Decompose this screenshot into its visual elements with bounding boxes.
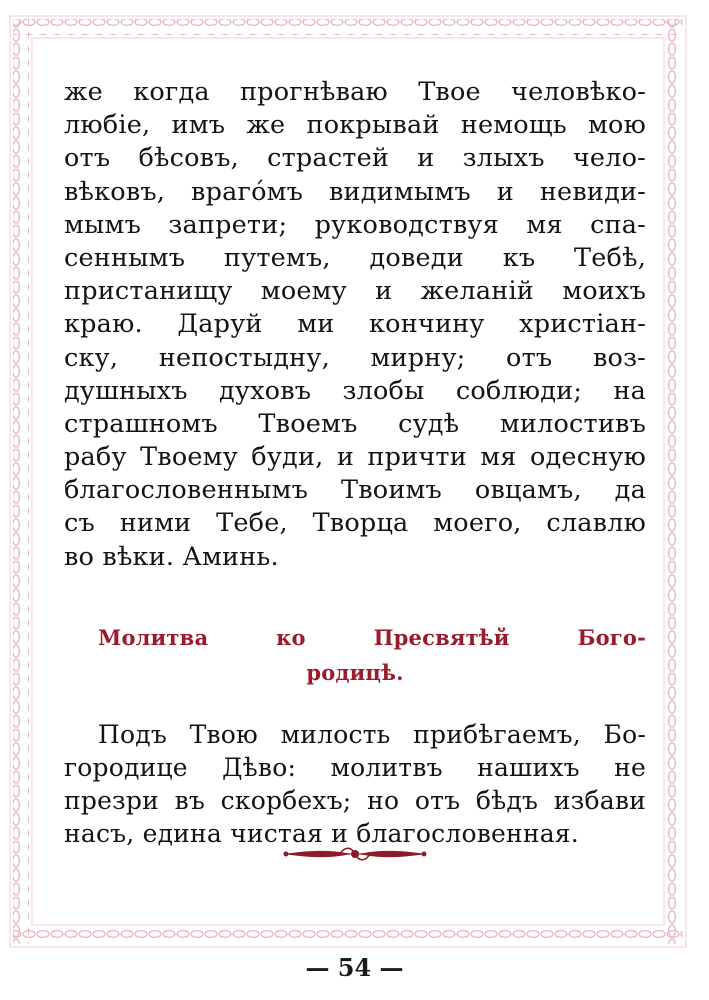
flourish-ornament-icon [280, 843, 430, 865]
text-line: сеннымъ путемъ, доведи къ Тебѣ, [64, 242, 646, 273]
page-number: — 54 — [305, 953, 404, 982]
text-line: городице Дѣво: молитвъ нашихъ не [64, 753, 646, 782]
text-line: во вѣки. Аминь. [64, 541, 279, 572]
heading-line: родицѣ. [306, 659, 404, 685]
text-line: ску, непостыдну, мирну; отъ воз- [64, 342, 646, 373]
prayer-to-theotokos [64, 718, 646, 851]
text-line: же когда прогнѣваю Твое человѣко- [64, 77, 646, 107]
text-line: любіе, имъ же покрывай немощь мою [64, 110, 646, 141]
text-line: краю. Даруй ми кончину христіан- [64, 309, 646, 340]
text-line: мымъ запрети; руководствуя мя спа- [64, 209, 646, 240]
text-line: Подъ Твою милость прибѣгаемъ, Бо- [98, 719, 646, 749]
text-line: презри въ скорбехъ; но отъ бѣдъ избави [64, 786, 646, 816]
text-line: пристанищу моему и желаній моихъ [64, 276, 646, 307]
text-line: душныхъ духовъ злобы соблюди; на [64, 375, 646, 406]
text-line: вѣковъ, врагóмъ видимымъ и невиди- [64, 176, 646, 207]
text-line: рабу Твоему буди, и причти мя одесную [64, 442, 646, 473]
page-text [64, 76, 646, 851]
prayer-continuation [64, 76, 646, 574]
text-line: благословеннымъ Твоимъ овцамъ, да [64, 475, 646, 506]
text-line: отъ бѣсовъ, страстей и злыхъ чело- [64, 143, 646, 174]
text-line: страшномъ Твоемъ судѣ милостивъ [64, 408, 646, 439]
text-line: съ ними Тебе, Творца моего, славлю [64, 508, 646, 539]
heading-line: Молитва ко Пресвятѣй Бого- [98, 624, 646, 650]
section-heading [64, 620, 646, 690]
text-line: насъ, едина чистая и благословенная. [64, 819, 579, 849]
